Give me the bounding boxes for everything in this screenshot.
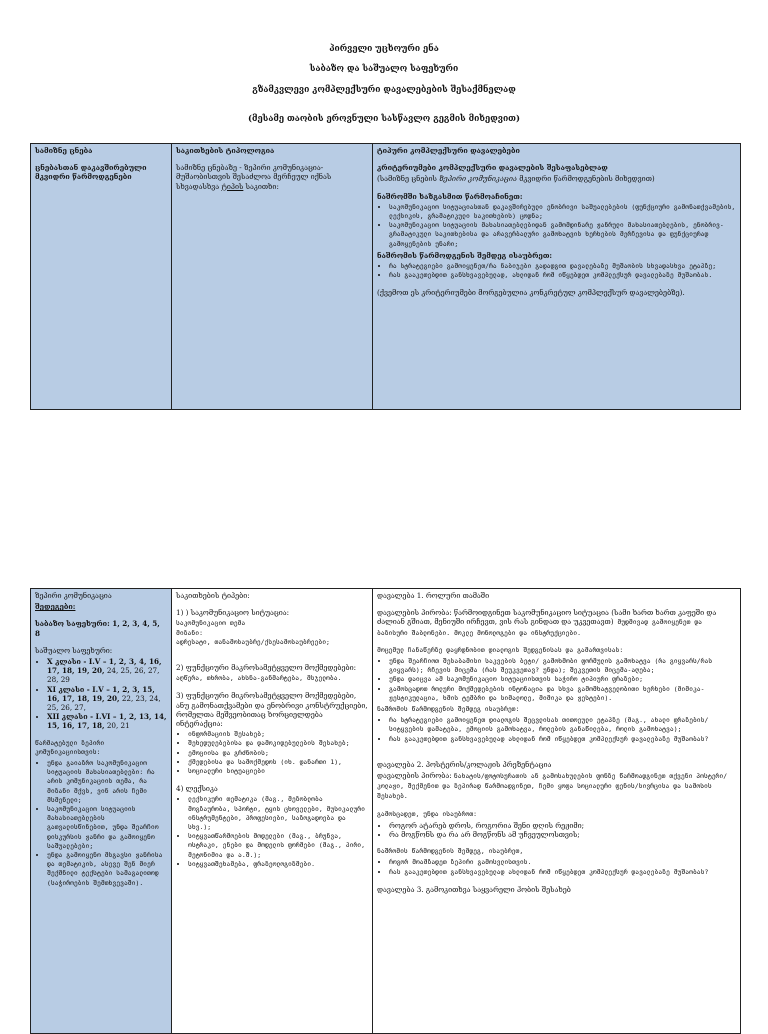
class-x-outcomes-rest: 24, 25, 26, 27, 28, 29 — [47, 666, 160, 685]
discuss-list — [377, 262, 736, 280]
class-xii-outcomes-rest: 20, 21 — [104, 721, 130, 731]
class-xi-outcomes-rest: 22, 23, 24, 25, 26, 27, — [47, 693, 161, 713]
typology-text-end: საკითხი: — [243, 181, 279, 191]
list-item: • როგორ მოამზადეთ ზეპირი გამოსვლისთვის. — [389, 858, 736, 867]
document-header — [0, 44, 768, 125]
task1-condition-extra: მუდმივად გამოიყენეთ და ბაზისური შაბლონები. მოკლე მონოლოგები და ინსტრუქციები. — [377, 618, 703, 637]
discuss-title: ნაშრომის წარმოდგენის შემდეგ ისაუბრეთ: — [377, 250, 553, 260]
list-item: • რა სტრატეგიები გამოიყენეთ/რა ნაბიჯები გადადგით დავალებაზე მუშაობის სხვადასხვა ეტაპზე; — [389, 262, 736, 271]
class-x-outcomes: X კლასი - I.V – 1, 2, 3, 4, 16, 17, 18, 19, 20, — [47, 657, 162, 676]
task1-title: დავალება 1. როლური თამაში — [377, 591, 490, 600]
task2-list — [377, 821, 736, 839]
list-item: • უნდა გაიაზრო საკომუნიკაციო სიტუაციის მახასიათებლები: რა არის კომუნიკაციის თემა, რა მიზანი მქვს, ვინ არის ჩემი მსმენელი; — [47, 759, 167, 805]
oral-communication-table — [30, 588, 741, 1034]
list-item: • რას გააკეთებდით განსხვავებულად ახლიდან რომ იწყებდეთ კომპლექსურ დავალებაზე მუშაობას? — [389, 735, 736, 744]
list-item: • რა მოგწონს და რა არ მოგწონს ამ უჩვეულოსთვის; — [389, 830, 736, 839]
overview-table — [30, 143, 741, 410]
task3-title: დავალება 3. გამოკითხვა საყვარელი ჰობის შესახებ — [377, 884, 571, 894]
criteria-title: კრიტერიუმები კომპლექსური დავალების შესაფასებლად — [377, 163, 608, 173]
typology-text-start: სამიზნე ცნებაზე - ზეპირი კომუნიკაცია-მუშაობისთვის შესაძლოა მერჩეულ იქნას სხვადასხვა — [176, 163, 332, 191]
criteria-sub-end: მკვიდრი წარმოდგენების მიხედვით) — [516, 174, 655, 184]
indicators-list — [35, 759, 167, 888]
header-subject: პირველი უცხოური ენა — [329, 44, 439, 54]
task1-after-title: ნაშრომის წარმოდგენის შემდეგ ისაუბრეთ: — [377, 705, 520, 714]
task1-list — [377, 657, 736, 703]
topic-types-title: საკითხების ტიპები: — [176, 591, 250, 600]
macro-acts-text: აღწერა, თხრობა, ახსნა-განმარტება, მსჯელობა. — [176, 674, 342, 683]
list-item: • რა სტრატეგიები გამოიყენეთ დიალოგის შეცვლისას თითოეული ეტაპზე (მაგ., ახალი ფრაზების/სიტყვების დამატება, ემოციის გამოხატვა, როლების განაწილება, როლის გამოხატვა); — [389, 716, 736, 734]
macro-acts-title: 2) ფუნქციური მაკროსამეტყველო მოქმედებები: — [176, 663, 357, 673]
task1-after-list — [377, 716, 736, 744]
list-item: • უნდა გამოიყენო მსგავსი ჟანრისა და თემატიკის, ასევე შენ მიერ შექმნილი ტექსტები სამაგალითოდ (საჭიროების შემთხვევაში). — [47, 851, 167, 888]
vocabulary-list — [176, 795, 368, 869]
target-concept-cell — [31, 144, 172, 410]
topic-typology-cell — [172, 144, 373, 410]
list-item — [47, 657, 167, 685]
class-xii-outcomes: XII კლასი - I.VI – 1, 2, 13, 14, 15, 16, 17, 18, — [47, 712, 167, 731]
typical-tasks-title: ტიპური კომპლექსური დავალებები — [377, 146, 520, 155]
micro-acts-title: 3) ფუნქციური მიკროსამეტყველო მოქმედებები, ანუ გამონათქვამები და ენობრივი კონსტრუქციები, რომელთა მეშვეობითაც ხორციელდება ინტერაქცია: — [176, 691, 368, 729]
typology-text-underlined: ტიპის — [221, 181, 244, 191]
typical-tasks-cell — [373, 144, 741, 410]
criteria-subtitle — [377, 174, 736, 183]
task2-condition-text: ნახატის/ფოტოსურათის ან გამოსახულების ფონზე წარმოადგინეთ თქვენი პოსტერი/კოლაჟი, შექმენით და ზეპირად წარმოადგინეთ, ჩემი ყოფა სოციალური ფენის/სივრცისა და სამოსის შესახებ. — [377, 772, 728, 801]
criteria-sub-start: (სამიზნე ცნების — [377, 174, 440, 184]
list-item: • ემოციისა და გრძნობის; — [188, 749, 368, 758]
list-item: • შეხედულებებისა და დამოკიდებულების შესახებ; — [188, 739, 368, 748]
core-ideas-label: ცნებასთან დაკავშირებული მკვიდრი წარმოდგენები — [35, 163, 147, 182]
task2-after-list — [377, 858, 736, 876]
topic-typology-text — [176, 163, 368, 191]
list-item — [47, 685, 167, 713]
header-level: საბაზო და საშუალო საფეხური — [309, 64, 459, 74]
target-concept-title: სამიზნე ცნება — [35, 146, 93, 155]
outcomes-title: ზეპირი კომუნიკაცია — [35, 591, 112, 600]
list-item: • ლექსიკური თემატიკა (მაგ., მეზობლობა მოგზაურობა, სპორტი, ტყის ცხოველები, მუსიკალური ინსტრუმენტები, პროფესიები, საზოგადოება და სხვ.); — [188, 795, 368, 832]
header-curriculum-note: (მესამე თაობის ეროვნული სასწავლო გეგმის მიხედვით) — [248, 114, 520, 124]
list-item: • ქმედებისა და სამოქმედოს (იხ. დანართი 1), — [188, 758, 368, 767]
list-item: • სიტყვათშეხამება, ფრაზეოლოგიზმები. — [188, 860, 368, 869]
list-item: • საკომუნიკაციო სიტუაციასთან დაკავშირებული ენობრივი საშუალებების (ფუნქციური გამონათქვამების, ლექსიკის, გრამატიკული საკითხების) ცოდნა; — [389, 203, 736, 221]
outcomes-cell — [31, 589, 172, 1034]
list-item: • რას გააკეთებდით განსხვავებულად ახლიდან რომ იწყებდეთ კომპლექსურ დავალებაზე მუშაობას? — [389, 868, 736, 877]
outcomes-subtitle: შედეგები: — [35, 602, 76, 612]
criteria-note: (ქვემოთ ეს კრიტერიუმები მორგებულია კონკრეტულ კომპლექსურ დავალებებზე). — [377, 288, 685, 298]
task1-condition-text: წარმოიდგინეთ საკომუნიკაციო სიტუაცია (სამი ხართ ხართ კაფეში და ძალიან გშიათ, მენიუში ირჩევთ, ვის რას გინდათ და უკვეთავთ) — [377, 608, 717, 627]
basic-level-outcomes: საბაზო საფეხური: 1, 2, 3, 4, 5, 8 — [35, 619, 160, 638]
task1-detail: მოცემულ ჩანაწერზე დაყრდნობით დიალოგის შედგენისას და გამართვისას: — [377, 645, 624, 654]
situation-text: საკომუნიკაციო თემა მიზანი: ადრესატი, თანამოსაუბრე/ქსესამოსაუბრეები; — [176, 619, 330, 646]
list-item: • გამოსცადოთ როლური მოქმედებების ინტონაცია და სხვა გამომხატველობითი ხერხები (მიმიკა-ჟესტიკულაცია, ხმის ტემბრი და სიმალოლე, მიმიკა და ჟესტები). — [389, 685, 736, 703]
list-item: • ინფორმაციის შესახებ; — [188, 730, 368, 739]
topic-types-cell — [172, 589, 373, 1034]
class-xi-outcomes: XI კლასი - I.V – 1, 2, 3, 15, 16, 17, 18, 19, 20, — [47, 684, 155, 703]
list-item: • საკომუნიკაციო სიტუაციის მახასიათებლებიდან გამომდინარე ჟანრული მახასიათებლების, ენობრივ-გრამატიკული საკითხებისა და არავერბალური გამოხატვის ხერხების მერჩევისა და ფუნქციურად გამოყენების უნარი; — [389, 221, 736, 249]
list-item: • როგორ ატარებ დროს, როგორია შენი დღის რეჟიმი; — [389, 821, 736, 830]
task1-condition-label: დავალების პირობა: — [377, 608, 454, 618]
indicators-title: წარმატებული ზეპირი კომუნიკაციისთვის: — [35, 738, 105, 756]
task2-title: დავალება 2. პოსტერის/კოლაჟის პრეზენტაცია — [377, 759, 552, 769]
task2-after-title: ნაშრომის წარმოდგენის შემდეგ, ისაუბრეთ, — [377, 847, 524, 856]
list-item: • საკომუნიკაციო სიტუაციის მახასიათებლების გათვალისწინებით, უნდა შეარჩიო დისკურსის ჟანრი და გამოიყენო საშუალებები; — [47, 805, 167, 851]
list-item: • უნდა დაიცვა ამ საკომუნიკაციო სიტუაციისთვის საჭირო ტიპიური ფრაზები; — [389, 675, 736, 684]
task2-condition-label: დავალების პირობა: — [377, 771, 454, 781]
situation-title: 1) ) საკომუნიკაციო სიტუაცია: — [176, 608, 290, 618]
vocabulary-title: 4) ლექსიკა — [176, 784, 218, 794]
task2-detail: გამოსცადეთ, უნდა ისაუბროთ: — [377, 809, 478, 818]
list-item — [47, 712, 167, 730]
class-outcomes-list — [35, 657, 167, 731]
task1-condition — [377, 608, 736, 638]
emphasize-list — [377, 203, 736, 249]
emphasize-title: ნაშრომში ხაზგასმით წარმოაჩინეთ: — [377, 191, 523, 201]
list-item: • რას გააკეთებდით განსხვავებულად, ახლიდან რომ იწყებდეთ კომპლექსურ დავალებაზე მუშაობას. — [389, 271, 736, 280]
header-guide-title: გზამკვლევი კომპლექსური დავალებების შესაქმნელად — [252, 85, 516, 95]
tasks-cell — [373, 589, 741, 1034]
topic-typology-title: საკითხების ტიპოლოგია — [176, 146, 275, 155]
list-item: • სოციალური სიტუაციები — [188, 767, 368, 776]
micro-acts-list — [176, 730, 368, 776]
middle-level-label: საშუალო საფეხური: — [35, 645, 113, 655]
list-item: • უნდა შეარჩიოთ შესაბამისი საკვების ბეტი/ გამოხმობი ფორმულის გამოხატვა (რა გიყვარს/რას გიყვარს); რჩევის მიცემა (რას შეუკვეთავ? უნდა); შეკვეთის მიცემა-აღება; — [389, 657, 736, 675]
list-item: • სიტყვათწარმოების მოდელები (მაგ., ბრუნვა, ოსტრაკი, ენები და მოდელის ფორმები (მაგ., პირი, მეტონიმია და ა.შ.); — [188, 832, 368, 860]
task2-condition — [377, 771, 736, 802]
criteria-sub-italic: ზეპირი კომუნიკაცია — [439, 174, 517, 184]
